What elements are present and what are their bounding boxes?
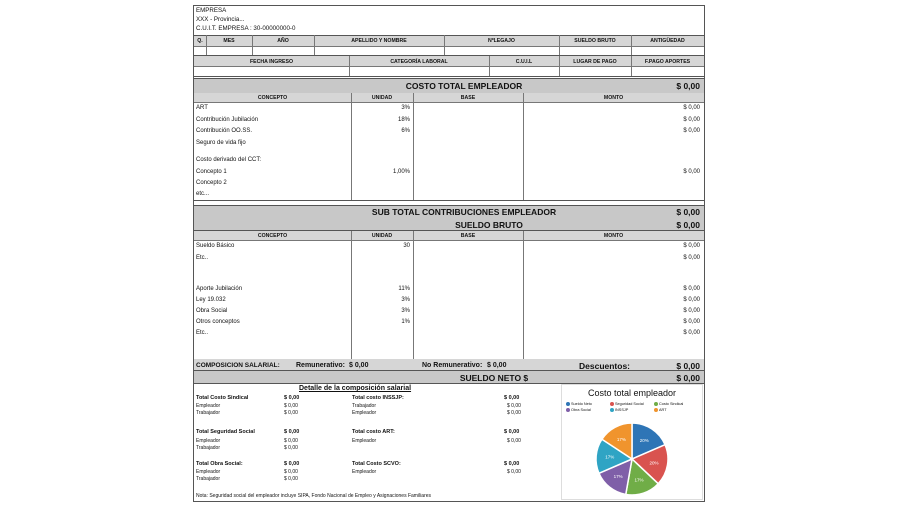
descuentos-value: $ 0,00 — [676, 361, 700, 371]
sueldo-bruto-label: SUELDO BRUTO — [455, 220, 523, 230]
composicion-label: COMPOSICION SALARIAL: — [196, 362, 280, 369]
detail-empleador-value: $ 0,00 — [284, 469, 298, 475]
legend-item — [654, 407, 698, 413]
no-remunerativo-label: No Remunerativo: — [422, 362, 483, 369]
legend-swatch — [654, 408, 658, 412]
detalle-title: Detalle de la composición salarial — [299, 385, 412, 392]
detail-trabajador-value: $ 0,00 — [284, 445, 298, 451]
employer-row-concepto: ART — [196, 105, 208, 111]
detail-empleador-label: Empleador — [196, 438, 221, 444]
header-q: Q. — [197, 38, 203, 44]
employer-col-concepto: CONCEPTO — [257, 95, 288, 101]
salary-col-unidad: UNIDAD — [371, 233, 393, 239]
detail-empleador-label: Empleador — [196, 469, 221, 475]
detail-block-title: Total Seguridad Social — [196, 429, 255, 435]
header-fpago: F.PAGO APORTES — [644, 59, 691, 65]
chart-title: Costo total empleador — [587, 388, 677, 398]
employer-col-monto: MONTO — [603, 95, 624, 101]
salary-col-base: BASE — [460, 233, 476, 239]
legend-label: Seguridad Social — [615, 402, 644, 406]
salary-row-monto: $ 0,00 — [683, 319, 700, 325]
salary-row-unidad: 3% — [401, 308, 410, 314]
salary-row-unidad: 3% — [401, 297, 410, 303]
salary-row-monto: $ 0,00 — [683, 243, 700, 249]
salary-col-monto: MONTO — [603, 233, 624, 239]
company-province: XXX - Provincia... — [196, 16, 245, 23]
detail-block-total: $ 0,00 — [284, 395, 300, 401]
pie-slice-label: 17% — [605, 454, 615, 460]
salary-row-unidad: 30 — [403, 243, 410, 249]
employer-row-concepto: etc... — [196, 191, 210, 197]
chart-legend — [566, 401, 700, 413]
legend-item — [566, 407, 610, 413]
descuentos-label: Descuentos: — [579, 361, 631, 371]
header-antiguedad: ANTIGÜEDAD — [650, 38, 685, 44]
pie-slice-label: 17% — [616, 436, 626, 442]
employer-row-unidad: 18% — [397, 117, 410, 123]
detail-block-title: Total Costo SCVO: — [352, 461, 401, 467]
detail-trabajador-label: Trabajador — [196, 445, 220, 451]
company-name: EMPRESA — [196, 7, 227, 14]
legend-swatch — [610, 402, 614, 406]
salary-row-monto: $ 0,00 — [683, 330, 700, 336]
no-remunerativo-value: $ 0,00 — [487, 362, 507, 369]
employer-col-base: BASE — [460, 95, 476, 101]
employer-row-unidad: 3% — [401, 105, 410, 111]
detail-line-value: $ 0,00 — [507, 410, 521, 416]
detail-block-total: $ 0,00 — [504, 461, 520, 467]
header-apellido: APELLIDO Y NOMBRE — [351, 38, 407, 44]
detail-empleador-value: $ 0,00 — [284, 438, 298, 444]
detail-trabajador-label: Trabajador — [196, 410, 220, 416]
sueldo-bruto-value: $ 0,00 — [676, 220, 700, 230]
employer-row-concepto: Contribución Jubilación — [196, 117, 259, 123]
legend-label: INSSJP — [615, 408, 629, 412]
header-sueldo-bruto: SUELDO BRUTO — [574, 38, 616, 44]
detail-line-value: $ 0,00 — [507, 469, 521, 475]
pie-slice-label: 20% — [639, 437, 649, 443]
salary-row-monto: $ 0,00 — [683, 297, 700, 303]
employer-row-concepto: Concepto 2 — [196, 180, 227, 186]
detail-block-title: Total costo ART: — [352, 429, 395, 435]
header-fecha-ingreso: FECHA INGRESO — [249, 59, 294, 65]
chart-panel — [561, 384, 703, 500]
salary-row-concepto: Obra Social — [196, 308, 228, 314]
legend-swatch — [566, 402, 570, 406]
remunerativo-label: Remunerativo: — [296, 362, 346, 369]
detail-trabajador-label: Trabajador — [196, 476, 220, 482]
detail-empleador-value: $ 0,00 — [284, 403, 298, 409]
detail-line-value: $ 0,00 — [507, 403, 521, 409]
salary-row-monto: $ 0,00 — [683, 308, 700, 314]
salary-row-concepto: Etc.. — [196, 330, 209, 336]
employer-row-monto: $ 0,00 — [683, 128, 700, 134]
detail-block-title: Total Costo Sindical — [196, 395, 249, 401]
legend-swatch — [566, 408, 570, 412]
detail-block-total: $ 0,00 — [284, 461, 300, 467]
payroll-sheet — [193, 5, 705, 502]
footer-note: Nota: Seguridad social del empleador incluye SIPA, Fondo Nacional de Empleo y Asignaciones Familiares — [196, 493, 432, 499]
employer-row-unidad: 6% — [401, 128, 410, 134]
detail-line-value: $ 0,00 — [507, 438, 521, 444]
detail-line-label: Trabajador — [352, 403, 376, 409]
employer-row-concepto: Seguro de vida fijo — [196, 140, 246, 146]
header-categoria: CATEGORÍA LABORAL — [390, 59, 448, 65]
employer-row-concepto: Concepto 1 — [196, 169, 227, 175]
legend-label: Sueldo Neto — [571, 402, 592, 406]
legend-swatch — [654, 402, 658, 406]
detail-line-label: Empleador — [352, 410, 377, 416]
detail-block-title: Total costo INSSJP: — [352, 395, 404, 401]
detail-line-label: Empleador — [352, 438, 377, 444]
employer-row-concepto: Costo derivado del CCT: — [196, 157, 262, 163]
salary-col-concepto: CONCEPTO — [257, 233, 288, 239]
header-lugar-pago: LUGAR DE PAGO — [573, 59, 617, 65]
salary-row-unidad: 1% — [401, 319, 410, 325]
costo-total-value: $ 0,00 — [676, 81, 700, 91]
legend-item — [610, 407, 654, 413]
employer-row-monto: $ 0,00 — [683, 105, 700, 111]
company-cuit: C.U.I.T. EMPRESA : 30-00000000-0 — [196, 25, 296, 32]
subtotal-value: $ 0,00 — [676, 207, 700, 217]
salary-row-monto: $ 0,00 — [683, 286, 700, 292]
costo-total-label: COSTO TOTAL EMPLEADOR — [405, 81, 523, 91]
subtotal-label: SUB TOTAL CONTRIBUCIONES EMPLEADOR — [371, 207, 557, 217]
detail-block-total: $ 0,00 — [284, 429, 300, 435]
legend-label: ART — [659, 408, 667, 412]
salary-row-concepto: Otros conceptos — [196, 319, 240, 325]
salary-row-concepto: Aporte Jubilación — [196, 286, 243, 292]
header-cuil: C.U.I.L — [515, 59, 533, 65]
header-legajo: NºLEGAJO — [488, 38, 515, 44]
legend-label: Costo Sindical — [659, 402, 684, 406]
pie-slice-label: 17% — [634, 477, 644, 483]
detail-block-title: Total Obra Social: — [196, 461, 243, 467]
employer-col-unidad: UNIDAD — [371, 95, 393, 101]
detail-block-total: $ 0,00 — [504, 395, 520, 401]
employer-row-monto: $ 0,00 — [683, 117, 700, 123]
detail-line-label: Empleador — [352, 469, 377, 475]
legend-label: Obra Social — [571, 408, 591, 412]
sueldo-neto-value: $ 0,00 — [676, 373, 700, 383]
pie-chart — [582, 419, 682, 499]
remunerativo-value: $ 0,00 — [349, 362, 369, 369]
salary-row-monto: $ 0,00 — [683, 255, 700, 261]
employer-row-concepto: Contribución OO.SS. — [196, 128, 253, 134]
detail-trabajador-value: $ 0,00 — [284, 476, 298, 482]
detail-trabajador-value: $ 0,00 — [284, 410, 298, 416]
header-anio: AÑO — [277, 38, 289, 44]
salary-row-concepto: Etc.. — [196, 255, 209, 261]
sueldo-neto-label: SUELDO NETO $ — [459, 373, 529, 383]
pie-slice-label: 17% — [613, 474, 623, 480]
detail-block-total: $ 0,00 — [504, 429, 520, 435]
salary-row-concepto: Ley 19.032 — [196, 297, 226, 303]
detail-empleador-label: Empleador — [196, 403, 221, 409]
legend-swatch — [610, 408, 614, 412]
salary-row-concepto: Sueldo Básico — [196, 243, 235, 249]
employer-row-unidad: 1,00% — [392, 169, 410, 175]
salary-row-unidad: 11% — [398, 286, 410, 292]
employer-row-monto: $ 0,00 — [683, 169, 700, 175]
header-mes: MES — [223, 38, 235, 44]
pie-slice-label: 20% — [649, 460, 659, 466]
